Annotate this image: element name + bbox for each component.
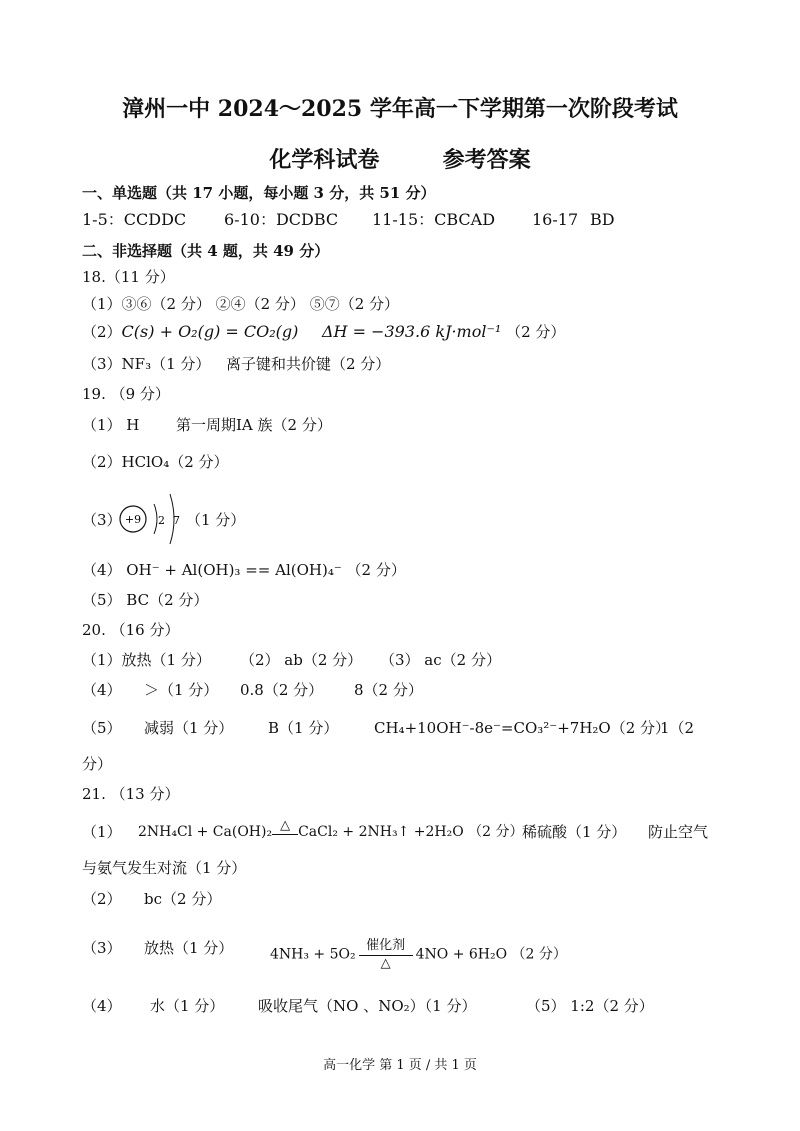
mc-answers-16-17: BD — [590, 210, 615, 229]
q20-part3: （3） ac（2 分） — [380, 651, 501, 669]
q18-part3-bond: 离子键和共价键（2 分） — [226, 355, 391, 373]
q19-part2: （2）HClO₄（2 分） — [82, 453, 229, 471]
exam-subtitle — [0, 143, 800, 174]
q21-part1-label: （1） — [82, 823, 122, 841]
q21-eq2-products: 4NO + 6H₂O （2 分） — [415, 946, 567, 963]
q20-part5-a: 减弱（1 分） — [144, 719, 234, 737]
q20-part4-label: （4） — [82, 681, 122, 699]
q21-part2-label: （2） — [82, 890, 122, 908]
q18-part3: （3）NF₃（1 分） — [82, 355, 211, 373]
q21-eq1-products: CaCl₂ + 2NH₃↑ +2H₂O （2 分） — [298, 824, 524, 840]
q20-number: 20. （16 分） — [82, 621, 180, 639]
q18-enthalpy: ΔH = −393.6 kJ·mol⁻¹ — [321, 322, 502, 341]
answer-key-label: 参考答案 — [442, 147, 531, 173]
q21-eq2-arrow — [359, 938, 413, 971]
heat-symbol-2: △ — [380, 956, 391, 971]
q20-part5-b: B（1 分） — [268, 719, 339, 737]
shell-1-electrons: 2 — [158, 514, 165, 527]
catalyst-label: 催化剂 — [366, 938, 406, 953]
q20-part5-label: （5） — [82, 719, 122, 737]
subject-label: 化学科试卷 — [269, 147, 380, 173]
electron-shell-1 — [154, 504, 157, 534]
shell-2-electrons: 7 — [173, 514, 180, 527]
q19-part1-period: 第一周期IA 族（2 分） — [176, 416, 332, 434]
fluorine-atom-structure-diagram — [116, 490, 196, 550]
q21-eq1-reactants: 2NH₄Cl + Ca(OH)₂ — [138, 824, 273, 840]
q21-part1-equation — [138, 817, 524, 842]
q19-part4: （4） OH⁻ + Al(OH)₃ == Al(OH)₄⁻ （2 分） — [82, 561, 406, 579]
q21-part4-b: 吸收尾气（NO 、NO₂）（1 分） — [258, 997, 477, 1015]
q20-part5-electrode-equation: CH₄+10OH⁻-8e⁻=CO₃²⁻+7H₂O（2 分） — [374, 719, 671, 737]
q21-part2: bc（2 分） — [144, 890, 222, 908]
q21-eq2-reactants: 4NH₃ + 5O₂ — [270, 946, 356, 963]
nucleus-charge: +9 — [124, 513, 142, 526]
q18-part1: （1）③⑥（2 分） ②④（2 分） ⑤⑦（2 分） — [82, 295, 400, 313]
heat-symbol: △ — [280, 817, 291, 833]
q18-part2-label: （2） — [82, 323, 122, 341]
q20-part2: （2） ab（2 分） — [240, 651, 363, 669]
q19-part5: （5） BC（2 分） — [82, 591, 209, 609]
q21-part1-c: 防止空气 — [648, 823, 709, 841]
q20-part5-c-cont: 分） — [82, 755, 113, 773]
q18-part2 — [82, 322, 565, 342]
section2-heading: 二、非选择题（共 4 题，共 49 分） — [82, 242, 330, 260]
section1-heading: 一、单选题（共 17 小题，每小题 3 分，共 51 分） — [82, 184, 436, 202]
q18-number: 18.（11 分） — [82, 268, 175, 286]
q20-part4-b: 0.8（2 分） — [240, 681, 324, 699]
q18-thermo-equation: C(s) + O₂(g) = CO₂(g) — [121, 322, 299, 341]
q21-eq1-arrow — [272, 818, 298, 835]
q21-part4-a: 水（1 分） — [150, 997, 225, 1015]
mc-answers-16-17-label: 16-17 — [532, 210, 579, 229]
q20-part4-a: ＞（1 分） — [144, 681, 219, 699]
q18-part2-score: （2 分） — [506, 323, 566, 341]
mc-answers-1-5: 1-5：CCDDC — [82, 210, 187, 229]
q21-part3-a: 放热（1 分） — [144, 939, 234, 957]
page-footer: 高一化学 第 1 页 / 共 1 页 — [323, 1058, 477, 1073]
q20-part5-c: 1（2 — [660, 719, 695, 737]
q21-part3-label: （3） — [82, 939, 122, 957]
q19-part1: （1） H — [82, 416, 140, 434]
q20-part4-c: 8（2 分） — [354, 681, 423, 699]
q21-part1-b: 稀硫酸（1 分） — [522, 823, 627, 841]
q19-number: 19. （9 分） — [82, 385, 170, 403]
q21-part5: （5） 1:2（2 分） — [526, 997, 654, 1015]
q20-part1: （1）放热（1 分） — [82, 651, 211, 669]
q19-part3-score: （1 分） — [186, 511, 246, 529]
q21-part4-label: （4） — [82, 997, 122, 1015]
q21-part1-c-cont: 与氨气发生对流（1 分） — [82, 859, 247, 877]
q21-part3-equation — [270, 938, 567, 971]
mc-answers-6-10: 6-10：DCDBC — [224, 210, 339, 229]
mc-answers-11-15: 11-15：CBCAD — [372, 210, 496, 229]
q21-number: 21. （13 分） — [82, 785, 180, 803]
exam-title: 漳州一中 2024～2025 学年高一下学期第一次阶段考试 — [122, 96, 678, 122]
q19-part3-label: （3） — [82, 511, 122, 529]
